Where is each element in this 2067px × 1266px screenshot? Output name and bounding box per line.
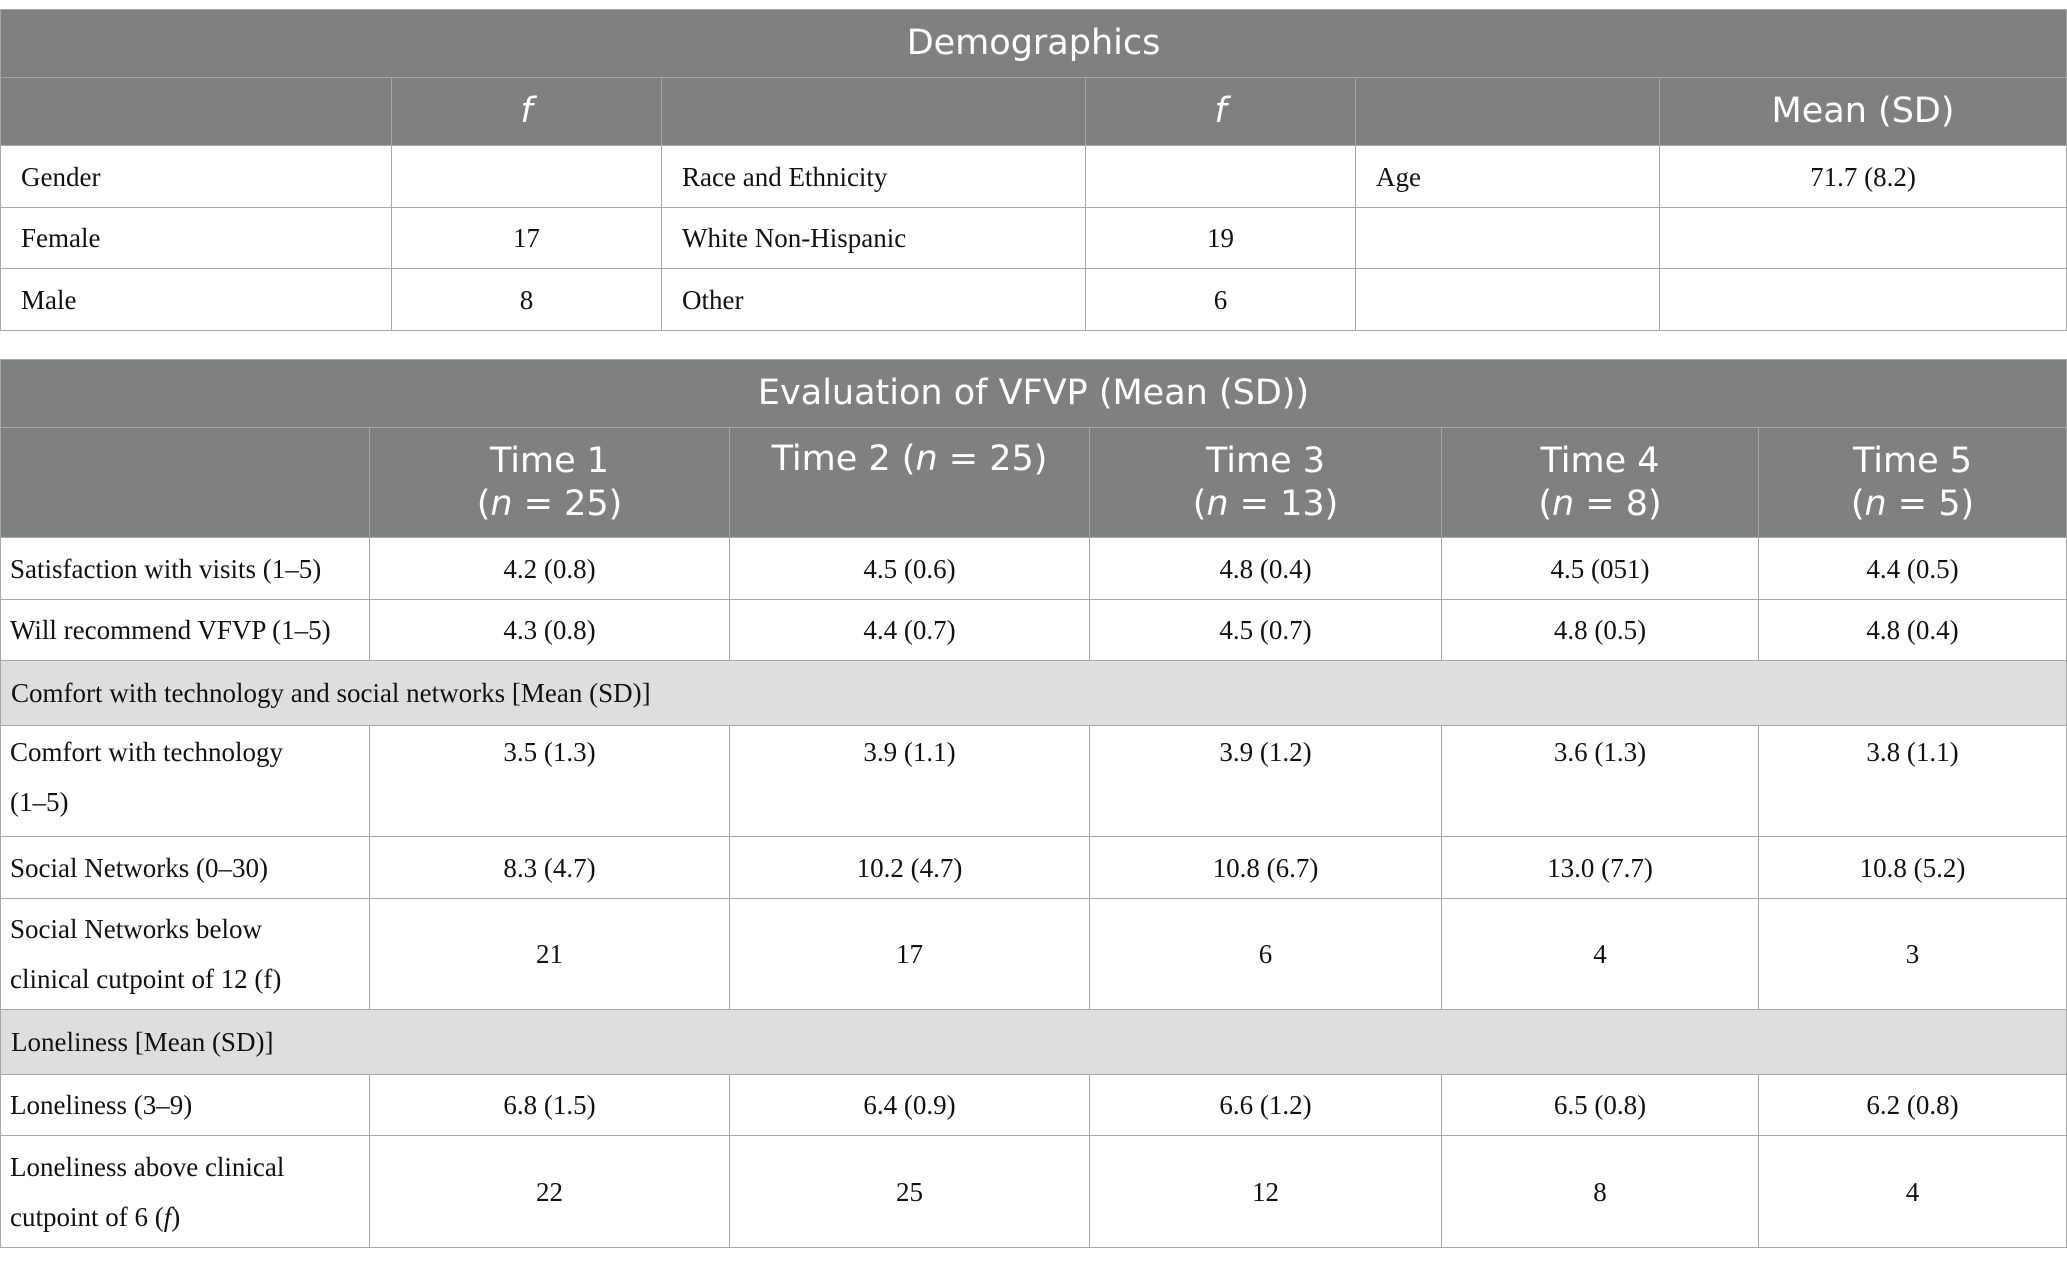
- demographics-cell: Female: [1, 208, 392, 269]
- table-row: [1, 146, 2067, 208]
- value-cell: 4.2 (0.8): [370, 538, 730, 600]
- value-cell: 4.4 (0.5): [1759, 538, 2067, 600]
- section-comfort-header: Comfort with technology and social networks [Mean (SD)]: [1, 661, 2067, 726]
- value-cell: 4.8 (0.4): [1090, 538, 1442, 600]
- table-row: [1, 208, 2067, 269]
- value-cell: 21: [370, 899, 730, 1010]
- demographics-cell: Gender: [1, 146, 392, 208]
- value-cell: 6.4 (0.9): [730, 1075, 1090, 1136]
- value-cell: 22: [370, 1136, 730, 1248]
- demographics-cell: [1356, 269, 1660, 331]
- demographics-cell: [392, 146, 662, 208]
- demographics-table: [0, 9, 2067, 331]
- value-cell: 6.8 (1.5): [370, 1075, 730, 1136]
- value-cell: 13.0 (7.7): [1442, 837, 1759, 899]
- value-cell: 4: [1759, 1136, 2067, 1248]
- value-cell: 4.5 (0.6): [730, 538, 1090, 600]
- demographics-cell: [1356, 208, 1660, 269]
- time-header: Time 1 (n = 25): [370, 428, 730, 538]
- value-cell: 10.2 (4.7): [730, 837, 1090, 899]
- value-cell: 4.8 (0.4): [1759, 600, 2067, 661]
- evaluation-header-cell: [1, 428, 370, 538]
- demographics-cell: [1086, 146, 1356, 208]
- section-row: [1, 1010, 2067, 1075]
- demographics-cell: 6: [1086, 269, 1356, 331]
- time-header: Time 3 (n = 13): [1090, 428, 1442, 538]
- demographics-cell: White Non-Hispanic: [662, 208, 1086, 269]
- time-header: Time 5 (n = 5): [1759, 428, 2067, 538]
- value-cell: 6.2 (0.8): [1759, 1075, 2067, 1136]
- row-label: Social Networks below clinical cutpoint of 12 (f): [1, 899, 370, 1010]
- value-cell: 10.8 (5.2): [1759, 837, 2067, 899]
- table-row: [1, 837, 2067, 899]
- demographics-cell: Age: [1356, 146, 1660, 208]
- demographics-cell: 71.7 (8.2): [1660, 146, 2067, 208]
- value-cell: 4.4 (0.7): [730, 600, 1090, 661]
- value-cell: 3: [1759, 899, 2067, 1010]
- demographics-cell: 17: [392, 208, 662, 269]
- value-cell: 4.8 (0.5): [1442, 600, 1759, 661]
- demographics-header-f: f: [392, 78, 662, 146]
- value-cell: 3.8 (1.1): [1759, 726, 2067, 837]
- value-cell: 3.9 (1.1): [730, 726, 1090, 837]
- value-cell: 3.9 (1.2): [1090, 726, 1442, 837]
- value-cell: 8: [1442, 1136, 1759, 1248]
- row-label: Loneliness (3–9): [1, 1075, 370, 1136]
- demographics-cell: Race and Ethnicity: [662, 146, 1086, 208]
- table-row: [1, 726, 2067, 837]
- section-loneliness-header: Loneliness [Mean (SD)]: [1, 1010, 2067, 1075]
- time-header: Time 2 (n = 25): [730, 428, 1090, 538]
- table-row: [1, 1075, 2067, 1136]
- row-label: Loneliness above clinical cutpoint of 6 (f): [1, 1136, 370, 1248]
- row-label: Will recommend VFVP (1–5): [1, 600, 370, 661]
- row-label: Comfort with technology (1–5): [1, 726, 370, 837]
- value-cell: 4: [1442, 899, 1759, 1010]
- value-cell: 3.6 (1.3): [1442, 726, 1759, 837]
- value-cell: 25: [730, 1136, 1090, 1248]
- evaluation-title: Evaluation of VFVP (Mean (SD)): [1, 360, 2067, 428]
- table-row: [1, 899, 2067, 1010]
- time-header: Time 4 (n = 8): [1442, 428, 1759, 538]
- demographics-cell: [1660, 208, 2067, 269]
- value-cell: 8.3 (4.7): [370, 837, 730, 899]
- row-label: Social Networks (0–30): [1, 837, 370, 899]
- table-row: [1, 269, 2067, 331]
- value-cell: 12: [1090, 1136, 1442, 1248]
- demographics-title: Demographics: [1, 10, 2067, 78]
- demographics-cell: [1660, 269, 2067, 331]
- demographics-cell: Male: [1, 269, 392, 331]
- value-cell: 4.3 (0.8): [370, 600, 730, 661]
- value-cell: 10.8 (6.7): [1090, 837, 1442, 899]
- value-cell: 6.5 (0.8): [1442, 1075, 1759, 1136]
- value-cell: 4.5 (0.7): [1090, 600, 1442, 661]
- table-row: [1, 600, 2067, 661]
- section-row: [1, 661, 2067, 726]
- demographics-header-f: f: [1086, 78, 1356, 146]
- row-label: Satisfaction with visits (1–5): [1, 538, 370, 600]
- demographics-cell: 19: [1086, 208, 1356, 269]
- evaluation-table: [0, 359, 2067, 1248]
- value-cell: 6.6 (1.2): [1090, 1075, 1442, 1136]
- demographics-cell: 8: [392, 269, 662, 331]
- table-row: [1, 538, 2067, 600]
- demographics-header-mean-sd: Mean (SD): [1660, 78, 2067, 146]
- demographics-header-cell: [662, 78, 1086, 146]
- demographics-header-cell: [1356, 78, 1660, 146]
- value-cell: 3.5 (1.3): [370, 726, 730, 837]
- value-cell: 17: [730, 899, 1090, 1010]
- demographics-header-cell: [1, 78, 392, 146]
- table-row: [1, 1136, 2067, 1248]
- value-cell: 6: [1090, 899, 1442, 1010]
- demographics-cell: Other: [662, 269, 1086, 331]
- value-cell: 4.5 (051): [1442, 538, 1759, 600]
